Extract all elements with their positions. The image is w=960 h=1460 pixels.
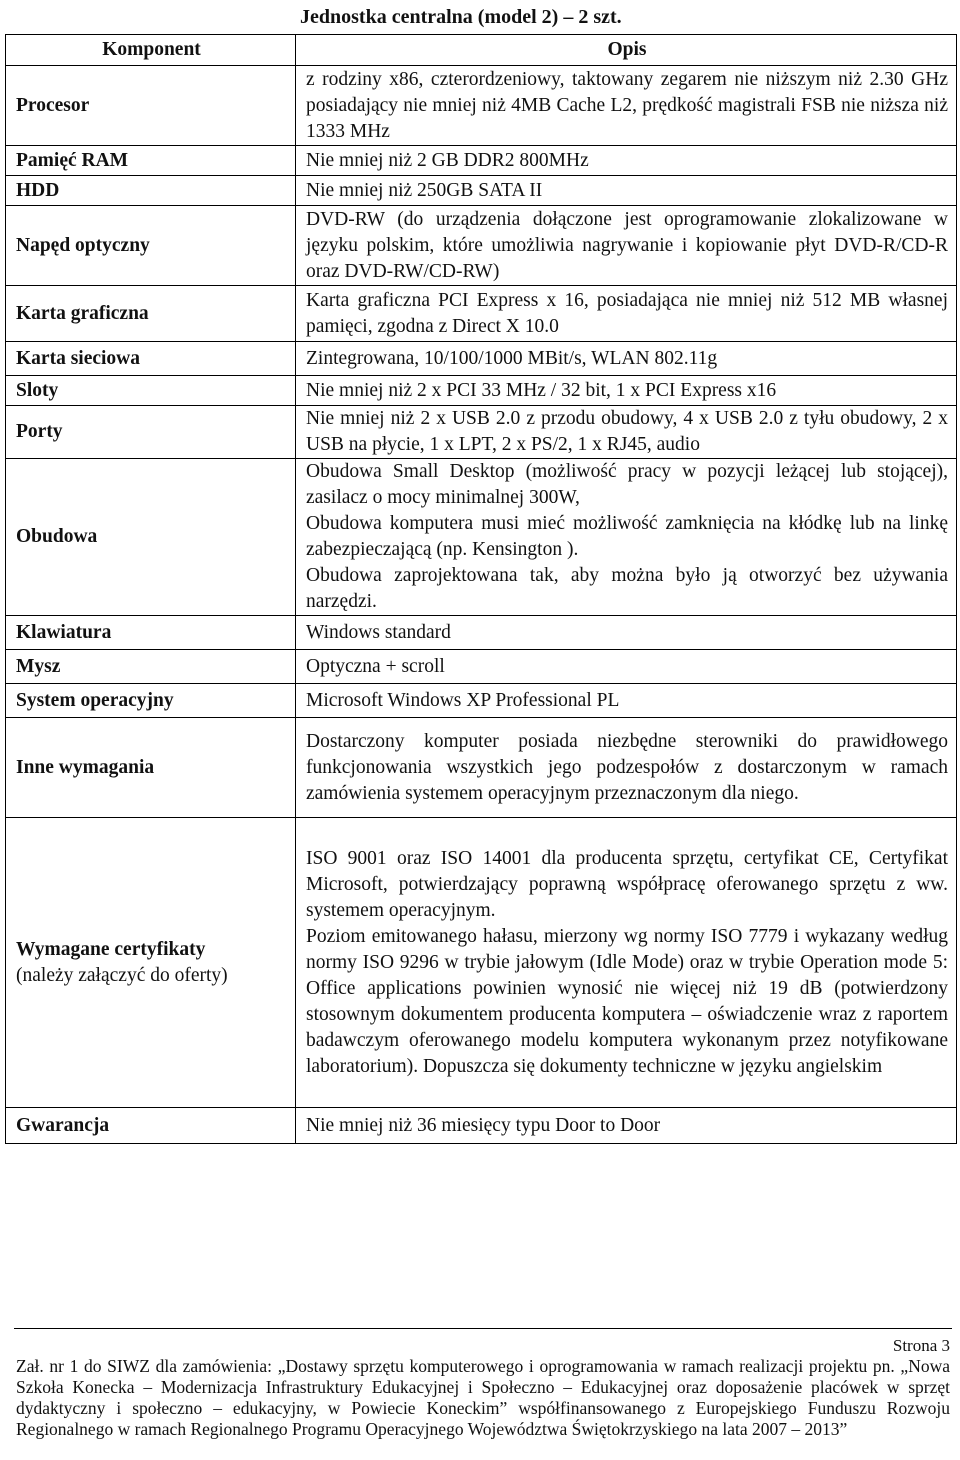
component-description-cell bbox=[296, 818, 957, 1108]
description-paragraph: Karta graficzna PCI Express x 16, posiadająca nie mniej niż 512 MB własnej pamięci, zgodna z Direct X 10.0 bbox=[306, 289, 948, 337]
component-name: Napęd optyczny bbox=[16, 234, 150, 256]
table-caption: Jednostka centralna (model 2) – 2 szt. bbox=[300, 6, 622, 28]
component-name-cell bbox=[6, 406, 296, 459]
table-row bbox=[6, 616, 957, 650]
table-row bbox=[6, 206, 957, 286]
component-name-cell bbox=[6, 718, 296, 818]
description-paragraph: Nie mniej niż 36 miesięcy typu Door to Door bbox=[306, 1114, 661, 1136]
component-description-cell bbox=[296, 66, 957, 146]
description-paragraph: Optyczna + scroll bbox=[306, 655, 445, 677]
description-paragraph: Zintegrowana, 10/100/1000 MBit/s, WLAN 802.11g bbox=[306, 347, 718, 369]
component-name: Sloty bbox=[16, 379, 59, 401]
description-paragraph: Windows standard bbox=[306, 621, 451, 643]
table-header-row bbox=[6, 35, 957, 66]
component-name: Porty bbox=[16, 421, 63, 442]
component-name-cell bbox=[6, 650, 296, 684]
description-paragraph: ISO 9001 oraz ISO 14001 dla producenta sprzętu, certyfikat CE, Certyfikat Microsoft, potwierdzający poprawną współpracę oferowanego sprzętu z ww. systemem operacyjnym. bbox=[306, 847, 948, 921]
component-description-cell bbox=[296, 342, 957, 376]
component-description-cell bbox=[296, 146, 957, 176]
component-name-cell bbox=[6, 459, 296, 616]
table-row bbox=[6, 1108, 957, 1144]
component-description-cell bbox=[296, 1108, 957, 1144]
component-name: Gwarancja bbox=[16, 1114, 110, 1136]
table-row bbox=[6, 146, 957, 176]
description-paragraph: Obudowa Small Desktop (możliwość pracy w pozycji leżącej lub stojącej), zasilacz o mocy minimalnej 300W, bbox=[306, 461, 948, 508]
component-description-cell bbox=[296, 459, 957, 616]
component-name-cell bbox=[6, 376, 296, 406]
component-name-cell bbox=[6, 1108, 296, 1144]
component-subname: (należy załączyć do oferty) bbox=[16, 964, 228, 986]
description-paragraph: Microsoft Windows XP Professional PL bbox=[306, 689, 620, 711]
specification-table bbox=[5, 34, 957, 1144]
component-description-cell bbox=[296, 684, 957, 718]
table-row bbox=[6, 459, 957, 616]
component-name-cell bbox=[6, 286, 296, 342]
component-name: HDD bbox=[16, 179, 60, 201]
component-name-cell bbox=[6, 342, 296, 376]
component-name-cell bbox=[6, 66, 296, 146]
description-paragraph: Obudowa komputera musi mieć możliwość zamknięcia na kłódkę lub na linkę zabezpieczającą (np. Kensington ). bbox=[306, 513, 948, 560]
table-body bbox=[6, 66, 957, 1144]
table-row bbox=[6, 286, 957, 342]
component-name: Procesor bbox=[16, 94, 90, 116]
column-header-description: Opis bbox=[296, 35, 957, 66]
table-row bbox=[6, 376, 957, 406]
component-description-cell bbox=[296, 406, 957, 459]
table-row bbox=[6, 818, 957, 1108]
table-row bbox=[6, 650, 957, 684]
component-name: Klawiatura bbox=[16, 621, 112, 643]
column-header-component: Komponent bbox=[6, 35, 296, 66]
table-row bbox=[6, 684, 957, 718]
table-row bbox=[6, 406, 957, 459]
description-paragraph: Nie mniej niż 2 GB DDR2 800MHz bbox=[306, 149, 589, 171]
table-row bbox=[6, 176, 957, 206]
component-name: Obudowa bbox=[16, 526, 98, 547]
component-description-cell bbox=[296, 376, 957, 406]
component-name: Wymagane certyfikaty bbox=[16, 938, 206, 960]
description-paragraph: Nie mniej niż 2 x USB 2.0 z przodu obudowy, 4 x USB 2.0 z tyłu obudowy, 2 x USB na płycie, 1 x LPT, 2 x PS/2, 1 x RJ45, audio bbox=[306, 408, 948, 455]
description-paragraph: Nie mniej niż 2 x PCI 33 MHz / 32 bit, 1 x PCI Express x16 bbox=[306, 379, 777, 401]
table-row bbox=[6, 342, 957, 376]
component-name: Inne wymagania bbox=[16, 756, 155, 778]
table-row bbox=[6, 66, 957, 146]
component-name-cell bbox=[6, 818, 296, 1108]
component-name-cell bbox=[6, 206, 296, 286]
component-name-cell bbox=[6, 684, 296, 718]
table-row bbox=[6, 718, 957, 818]
component-name: System operacyjny bbox=[16, 689, 174, 711]
footer-divider bbox=[14, 1328, 952, 1329]
component-description-cell bbox=[296, 650, 957, 684]
component-description-cell bbox=[296, 616, 957, 650]
description-paragraph: DVD-RW (do urządzenia dołączone jest oprogramowanie zlokalizowane w języku polskim, które umożliwia nagrywanie i kopiowanie płyt DVD-R/CD-R oraz DVD-RW/CD-RW) bbox=[306, 208, 948, 282]
component-name: Karta graficzna bbox=[16, 302, 149, 324]
description-paragraph: Poziom emitowanego hałasu, mierzony wg normy ISO 7779 i wykazany według normy ISO 9296 w trybie jałowym (Idle Mode) oraz w trybie Operation mode 5: Office applications powinien wynosić nie więcej niż 19 dB (potwierdzony stosownym dokumentem producenta komputera – oświadczenie wraz z raportem badawczym oferowanego modelu komputera wykonanym przez notyfikowane laboratorium). Dopuszcza się dokumenty techniczne w języku angielskim bbox=[306, 925, 948, 1077]
component-name-cell bbox=[6, 176, 296, 206]
component-name-cell bbox=[6, 146, 296, 176]
description-paragraph: Obudowa zaprojektowana tak, aby można było ją otworzyć bez używania narzędzi. bbox=[306, 565, 948, 612]
component-description-cell bbox=[296, 206, 957, 286]
component-name: Karta sieciowa bbox=[16, 347, 141, 369]
footer-note: Zał. nr 1 do SIWZ dla zamówienia: „Dostawy sprzętu komputerowego i oprogramowania w ramach realizacji projektu pn. „Nowa Szkoła Konecka – Modernizacja Infrastruktury Edukacyjnej i Społeczno – Edukacyjnej oraz doposażenie placówek w sprzęt dydaktyczny i społeczno – edukacyjny, w Powiecie Koneckim” współfinansowanego z Europejskiego Funduszu Rozwoju Regionalnego w ramach Regionalnego Programu Operacyjnego Województwa Świętokrzyskiego na lata 2007 – 2013” bbox=[16, 1356, 950, 1439]
component-description-cell bbox=[296, 176, 957, 206]
description-paragraph: z rodziny x86, czterordzeniowy, taktowany zegarem nie niższym niż 2.30 GHz posiadający nie mniej niż 4MB Cache L2, prędkość magistrali FSB nie niższa niż 1333 MHz bbox=[306, 68, 948, 142]
component-name-cell bbox=[6, 616, 296, 650]
component-description-cell bbox=[296, 718, 957, 818]
page-number: Strona 3 bbox=[892, 1336, 950, 1355]
component-name: Pamięć RAM bbox=[16, 149, 129, 171]
description-paragraph: Nie mniej niż 250GB SATA II bbox=[306, 179, 543, 201]
component-description-cell bbox=[296, 286, 957, 342]
description-paragraph: Dostarczony komputer posiada niezbędne sterowniki do prawidłowego funkcjonowania wszystkich jego podzespołów z dostarczonym w ramach zamówienia systemem operacyjnym przeznaczonym dla niego. bbox=[306, 730, 948, 804]
component-name: Mysz bbox=[16, 655, 61, 677]
